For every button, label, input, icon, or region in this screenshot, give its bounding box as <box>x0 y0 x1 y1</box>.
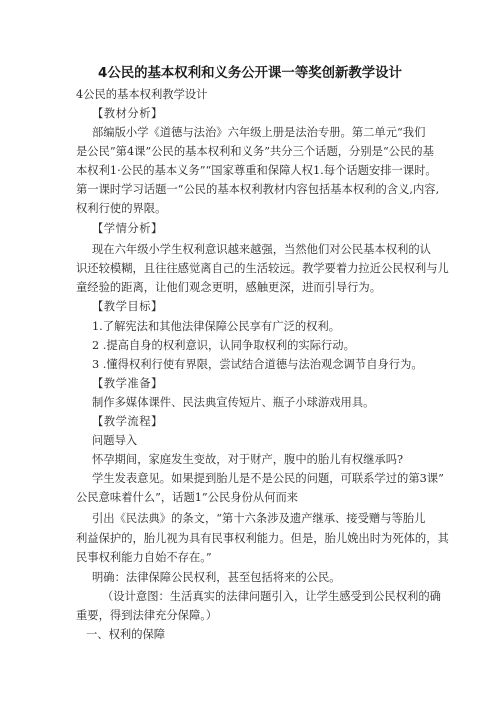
paragraph-line: 利益保护的，胎儿视为具有民事权利能力。但是，胎儿娩出时为死体的，其 <box>76 532 449 545</box>
paragraph-line: （设计意图：生活真实的法律问题引入，让学生感受到公民权利的确 <box>102 590 441 603</box>
section-heading-analysis: 【教材分析】 <box>92 107 163 120</box>
section-heading-prep: 【教学准备】 <box>92 377 163 390</box>
paragraph-line: 明确：法律保障公民权利，甚至包括将来的公民。 <box>92 571 341 584</box>
goal-item: 3 .懂得权利行使有界限，尝试结合道德与法治观念调节自身行为。 <box>92 358 423 371</box>
paragraph-line: 民事权利能力自始不存在。” <box>76 551 212 564</box>
paragraph-line: 现在六年级小学生权利意识越来越强，当然他们对公民基本权利的认 <box>92 243 431 256</box>
section-heading-goals: 【教学目标】 <box>92 300 163 313</box>
subheading-intro: 问题导入 <box>92 434 138 447</box>
paragraph-line: 识还较模糊，且往往感觉离自己的生活较远。教学要着力拉近公民权利与儿 <box>76 262 449 275</box>
section-heading-rights-guarantee: 一、权利的保障 <box>86 628 166 641</box>
document-title: 4公民的基本权利和义务公开课一等奖创新教学设计 <box>98 66 402 81</box>
subtitle: 4公民的基本权利教学设计 <box>76 88 208 101</box>
goal-item: 1.了解宪法和其他法律保障公民享有广泛的权利。 <box>92 320 341 333</box>
paragraph-line: 制作多媒体课件、民法典宣传短片、瓶子小球游戏用具。 <box>92 396 375 409</box>
paragraph-line: 童经验的距离，让他们观念更明，感触更深，进而引导行为。 <box>76 281 382 294</box>
paragraph-line: 公民意味着什么”，话题1”公民身份从何而来 <box>76 491 299 504</box>
paragraph-line: 是公民”第4课”公民的基本权利和义务”共分三个话题，分别是“公民的基 <box>76 145 434 158</box>
section-heading-situation: 【学情分析】 <box>92 222 163 235</box>
paragraph-line: 重要，得到法律充分保障。） <box>76 609 218 622</box>
paragraph-line: 本权利1·公民的基本义务”“国家尊重和保障人权1.每个话题安排一课时。 <box>76 164 437 177</box>
paragraph-line: 怀孕期间，家庭发生变故，对于财产，腹中的胎儿有权继承吗? <box>92 453 404 466</box>
paragraph-line: 权利行使的界限。 <box>76 202 167 215</box>
paragraph-line: 第一课时学习话题一“公民的基本权利教材内容包括基本权利的含义,内容, <box>76 183 440 196</box>
section-heading-process: 【教学流程】 <box>92 415 163 428</box>
paragraph-line: 引出《民法典》的条文，“第十六条涉及遗产继承、接受赠与等胎儿 <box>92 512 426 525</box>
paragraph-line: 学生发表意见。如果提到胎儿是不是公民的问题，可联系学过的第3课” <box>92 472 444 485</box>
paragraph-line: 部编版小学《道德与法治》六年级上册是法治专册。第二单元“我们 <box>92 126 426 139</box>
goal-item: 2 .提高自身的权利意识，认同争取权利的实际行动。 <box>92 339 355 352</box>
